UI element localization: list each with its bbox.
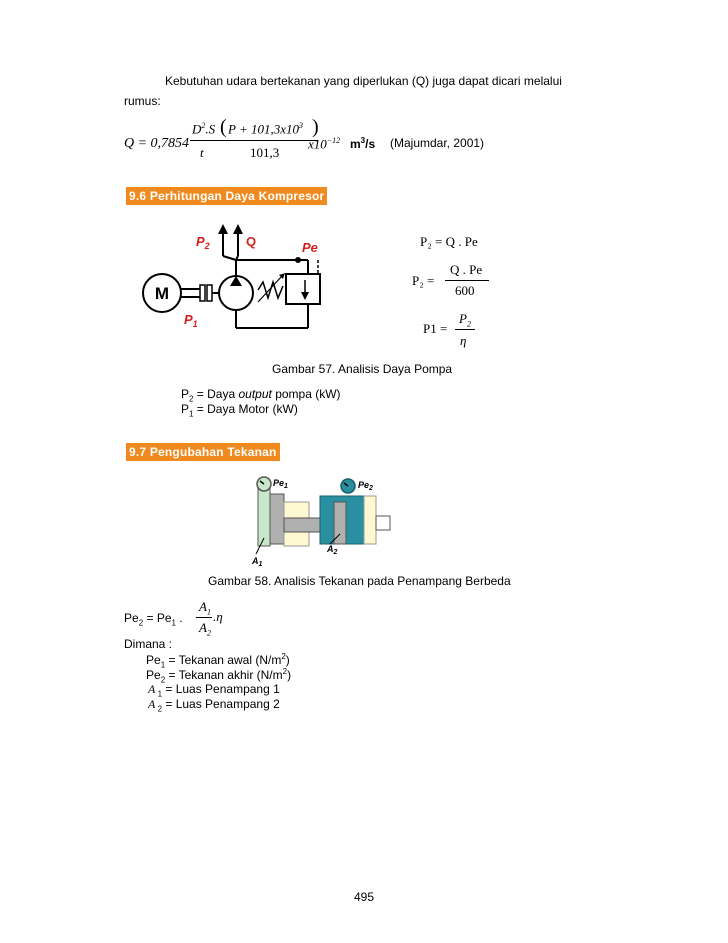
formula-q-source: (Majumdar, 2001) xyxy=(390,136,485,150)
formula-pe2-eta: .η xyxy=(213,609,223,624)
definition-p1: $P_1$ = Daya Motor (kW) xyxy=(181,402,298,419)
formula-pe2-den: $A_2$ xyxy=(199,620,211,638)
label-pe1: $Pe_1$ xyxy=(273,478,288,490)
label-p2: $P_2$ xyxy=(196,234,210,251)
label-a2: $A_2$ xyxy=(327,544,338,556)
label-p1: $P_1$ xyxy=(184,312,198,329)
equation-p2-num: Q . Pe xyxy=(450,262,483,277)
motor-label: M xyxy=(154,284,170,303)
figure-57-caption: Gambar 57. Analisis Daya Pompa xyxy=(272,362,453,376)
section-9-6-heading: 9.6 Perhitungan Daya Kompresor xyxy=(126,187,327,205)
dimana-title: Dimana : xyxy=(124,637,173,651)
pump-power-diagram xyxy=(140,220,340,340)
equation-p2-fraction-line xyxy=(445,280,489,281)
formula-pe2-fraction-line xyxy=(196,617,212,618)
equation-p2-lhs: P₂ = xyxy=(412,273,435,288)
formula-pe2-num: $A_1$ xyxy=(199,599,211,617)
label-pe: Pe xyxy=(302,240,318,255)
pressure-intensifier-diagram xyxy=(240,472,400,570)
figure-58-caption: Gambar 58. Analisis Tekanan pada Penampang Berbeda xyxy=(208,574,511,588)
formula-q-lhs: Q = 0,7854 xyxy=(124,136,190,151)
equation-p2-den: 600 xyxy=(455,283,475,298)
formula-q-unit: $m^3/s$ xyxy=(350,136,376,151)
section-9-7-heading: 9.7 Pengubahan Tekanan xyxy=(126,443,280,461)
formula-q-paren-open: ( xyxy=(220,116,227,138)
formula-q-paren-close: ) xyxy=(312,116,319,138)
piston-a1 xyxy=(270,494,284,544)
dimana-item-a1: A $_1$ = Luas Penampang 1 xyxy=(148,682,280,699)
dimana-item-a2: A $_2$ = Luas Penampang 2 xyxy=(148,697,280,714)
equation-p2-q-pe: P₂ = Q . Pe xyxy=(420,234,478,249)
page-number: 495 xyxy=(354,890,375,904)
label-pe2: $Pe_2$ xyxy=(358,480,373,492)
label-q: Q xyxy=(246,234,257,249)
equation-p1-den: η xyxy=(460,333,467,348)
formula-q-num-paren: $P + 101,3x10^3$ xyxy=(228,121,303,137)
intro-line-2: rumus: xyxy=(124,94,161,108)
dimana-item-pe2: $Pe_2$ = Tekanan akhir $(N/m^2)$ xyxy=(146,667,292,685)
formula-q-den-t: t xyxy=(200,145,204,160)
equation-p1-fraction-line xyxy=(455,329,475,330)
intro-line-1: Kebutuhan udara bertekanan yang diperlukan (Q) juga dapat dicari melalui xyxy=(165,74,562,88)
dimana-item-pe1: $Pe_1$ = Tekanan awal $(N/m^2)$ xyxy=(146,652,290,670)
formula-q-fraction-line xyxy=(190,140,318,141)
formula-q-factor: $x10^{-12}$ xyxy=(308,136,341,152)
formula-q-den-val: 101,3 xyxy=(250,145,280,160)
formula-pe2-lhs: $Pe_2 = Pe_1$ . xyxy=(124,611,183,628)
equation-p1-num: $P_2$ xyxy=(459,311,471,329)
relief-valve xyxy=(286,274,320,304)
label-a1: $A_1$ xyxy=(252,556,263,568)
equation-p1-lhs: P1 = xyxy=(423,321,448,336)
definition-p2: $P_2$ = Daya output pompa (kW) xyxy=(181,387,341,404)
formula-q-num-d: $D^2.S$ xyxy=(192,121,216,137)
